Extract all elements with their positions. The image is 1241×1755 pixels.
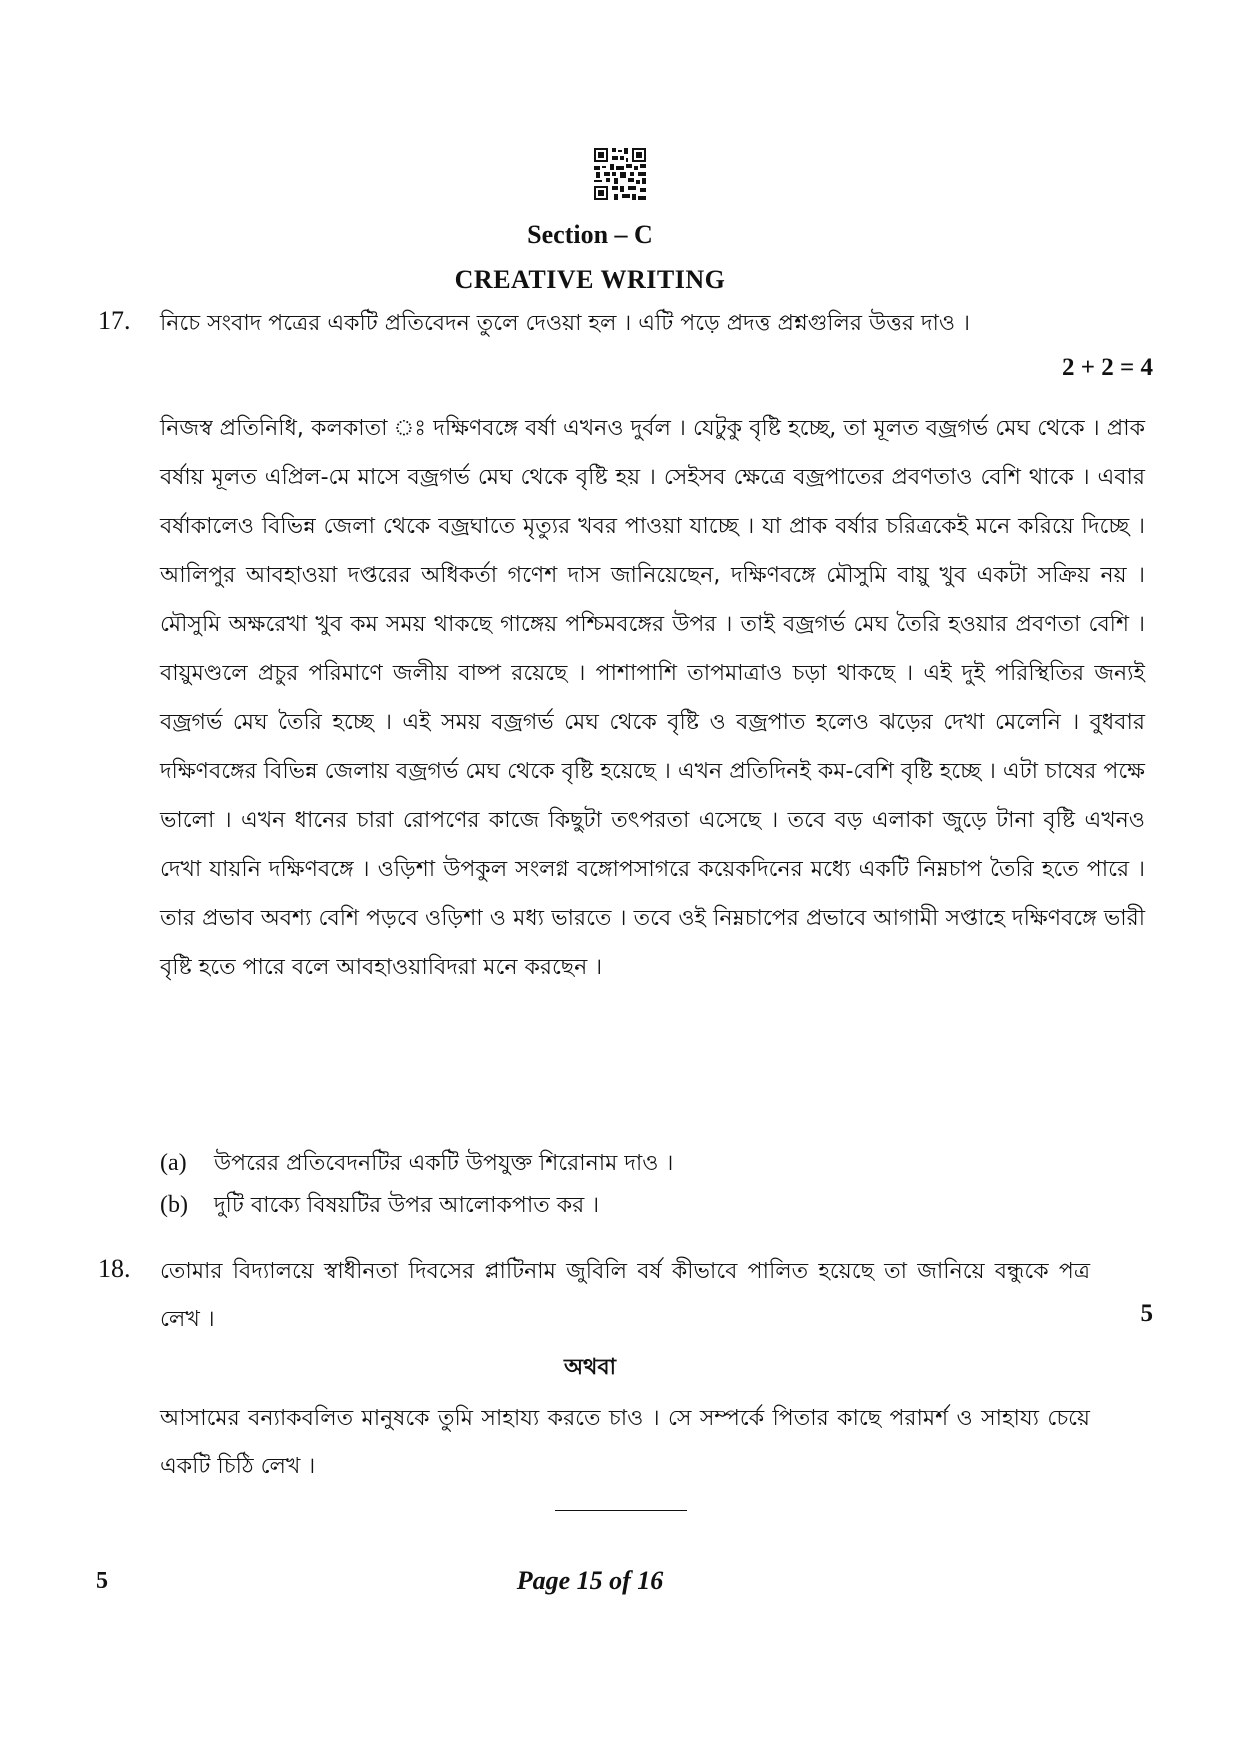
question-17-sub-b — [160, 1188, 599, 1225]
question-18-marks: 5 — [1140, 1300, 1153, 1327]
sub-b-text: দুটি বাক্যে বিষয়টির উপর আলোকপাত কর । — [214, 1193, 600, 1218]
question-17-sub-a — [160, 1146, 673, 1183]
or-label: অথবা — [564, 1355, 616, 1380]
sub-a-label: (a) — [160, 1150, 187, 1176]
sub-a-text: উপরের প্রতিবেদনটির একটি উপযুক্ত শিরোনাম দাও । — [214, 1151, 674, 1176]
question-18-alternative: আসামের বন্যাকবলিত মানুষকে তুমি সাহায্য করতে চাও । সে সম্পর্কে পিতার কাছে পরামর্শ ও সাহায্য চেয়ে একটি চিঠি লেখ । — [160, 1406, 1090, 1479]
question-18-number: 18. — [98, 1254, 131, 1283]
sub-b-label: (b) — [160, 1192, 188, 1218]
question-18-prompt: তোমার বিদ্যালয়ে স্বাধীনতা দিবসের প্লাটিনাম জুবিলি বর্ষ কীভাবে পালিত হয়েছে তা জানিয়ে বন্ধুকে পত্র লেখ । — [160, 1259, 1090, 1332]
question-17-prompt: নিচে সংবাদ পত্রের একটি প্রতিবেদন তুলে দেওয়া হল । এটি পড়ে প্রদত্ত প্রশ্নগুলির উত্তর দাও । — [160, 311, 970, 336]
question-17-passage: নিজস্ব প্রতিনিধি, কলকাতা ঃ দক্ষিণবঙ্গে বর্ষা এখনও দুর্বল । যেটুকু বৃষ্টি হচ্ছে, তা মূলত বজ্রগর্ভ মেঘ থেকে । প্রাক বর্ষায় মূলত এপ্রিল-মে মাসে বজ্রগর্ভ মেঘ থেকে বৃষ্টি হয় । সেইসব ক্ষেত্রে বজ্রপাতের প্রবণতাও বেশি থাকে । এবার বর্ষাকালেও বিভিন্ন জেলা থেকে বজ্রঘাতে মৃত্যুর খবর পাওয়া যাচ্ছে । যা প্রাক বর্ষার চরিত্রকেই মনে করিয়ে দিচ্ছে । আলিপুর আবহাওয়া দপ্তরের অধিকর্তা গণেশ দাস জানিয়েছেন, দক্ষিণবঙ্গে মৌসুমি বায়ু খুব একটা সক্রিয় নয় । মৌসুমি অক্ষরেখা খুব কম সময় থাকছে গাঙ্গেয় পশ্চিমবঙ্গের উপর । তাই বজ্রগর্ভ মেঘ তৈরি হওয়ার প্রবণতা বেশি । বায়ুমণ্ডলে প্রচুর পরিমাণে জলীয় বাষ্প রয়েছে । পাশাপাশি তাপমাত্রাও চড়া থাকছে । এই দুই পরিস্থিতির জন্যই বজ্রগর্ভ মেঘ তৈরি হচ্ছে । এই সময় বজ্রগর্ভ মেঘ থেকে বৃষ্টি ও বজ্রপাত হলেও ঝড়ের দেখা মেলেনি । বুধবার দক্ষিণবঙ্গের বিভিন্ন জেলায় বজ্রগর্ভ মেঘ থেকে বৃষ্টি হয়েছে । এখন প্রতিদিনই কম-বেশি বৃষ্টি হচ্ছে । এটা চাষের পক্ষে ভালো । এখন ধানের চারা রোপণের কাজে কিছুটা তৎপরতা এসেছে । তবে বড় এলাকা জুড়ে টানা বৃষ্টি এখনও দেখা যায়নি দক্ষিণবঙ্গে । ওড়িশা উপকুল সংলগ্ন বঙ্গোপসাগরে কয়েকদিনের মধ্যে একটি নিম্নচাপ তৈরি হতে পারে । তার প্রভাব অবশ্য বেশি পড়বে ওড়িশা ও মধ্য ভারতে । তবে ওই নিম্নচাপের প্রভাবে আগামী সপ্তাহে দক্ষিণবঙ্গে ভারী বৃষ্টি হতে পারে বলে আবহাওয়াবিদরা মনে করছেন । — [160, 416, 1145, 980]
qr-code-icon — [592, 146, 648, 202]
page-number: Page 15 of 16 — [516, 1566, 664, 1595]
section-subtitle: CREATIVE WRITING — [454, 265, 726, 294]
section-title: Section – C — [527, 220, 653, 249]
question-17-marks: 2 + 2 = 4 — [1062, 354, 1153, 381]
footer-code: 5 — [96, 1568, 108, 1594]
question-17-number: 17. — [98, 306, 131, 335]
end-divider — [555, 1510, 687, 1511]
